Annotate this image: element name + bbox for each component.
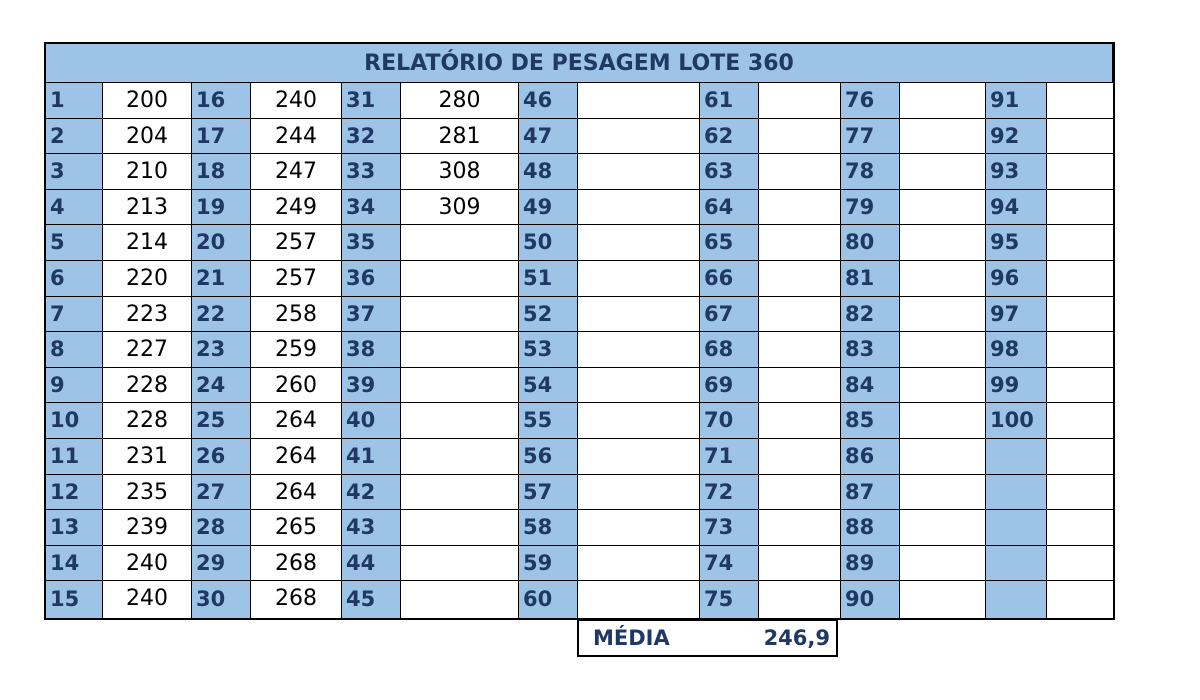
lot-number-cell: 90 — [841, 581, 900, 618]
lot-number-cell: 94 — [986, 190, 1047, 226]
lot-number-cell: 95 — [986, 225, 1047, 261]
lot-number-cell: 71 — [700, 439, 759, 475]
lot-number-cell: 9 — [46, 368, 103, 404]
lot-number-cell: 72 — [700, 475, 759, 511]
lot-number-cell: 33 — [342, 154, 401, 190]
lot-number-cell: 4 — [46, 190, 103, 226]
weight-value-cell — [578, 439, 700, 475]
weight-value-cell — [1047, 368, 1113, 404]
weight-value-cell: 249 — [251, 190, 342, 226]
weight-value-cell: 231 — [103, 439, 192, 475]
lot-number-cell: 38 — [342, 332, 401, 368]
lot-number-cell: 6 — [46, 261, 103, 297]
weight-value-cell — [1047, 546, 1113, 582]
lot-number-cell: 12 — [46, 475, 103, 511]
weight-value-cell: 235 — [103, 475, 192, 511]
weight-value-cell — [578, 332, 700, 368]
weight-value-cell — [759, 261, 841, 297]
weight-value-cell: 240 — [103, 546, 192, 582]
average-label: MÉDIA — [593, 626, 670, 650]
weight-value-cell — [759, 510, 841, 546]
lot-number-cell: 78 — [841, 154, 900, 190]
weight-value-cell — [1047, 475, 1113, 511]
lot-number-cell: 70 — [700, 403, 759, 439]
lot-number-cell: 57 — [519, 475, 578, 511]
lot-number-cell: 86 — [841, 439, 900, 475]
weight-value-cell: 259 — [251, 332, 342, 368]
lot-number-cell: 40 — [342, 403, 401, 439]
weight-value-cell: 268 — [251, 581, 342, 618]
weight-value-cell — [401, 225, 519, 261]
weight-value-cell — [900, 332, 986, 368]
lot-number-cell: 88 — [841, 510, 900, 546]
lot-number-cell: 93 — [986, 154, 1047, 190]
lot-number-cell: 32 — [342, 119, 401, 155]
weight-value-cell — [900, 190, 986, 226]
weight-value-cell: 240 — [103, 581, 192, 618]
weight-value-cell — [401, 510, 519, 546]
weight-value-cell: 280 — [401, 83, 519, 119]
weight-value-cell — [900, 439, 986, 475]
weight-value-cell — [900, 119, 986, 155]
weight-value-cell — [900, 581, 986, 618]
lot-number-cell: 77 — [841, 119, 900, 155]
weight-value-cell: 204 — [103, 119, 192, 155]
lot-number-cell: 7 — [46, 297, 103, 333]
lot-number-cell: 62 — [700, 119, 759, 155]
weight-value-cell — [1047, 225, 1113, 261]
lot-number-cell: 42 — [342, 475, 401, 511]
weight-value-cell — [578, 190, 700, 226]
lot-number-cell: 74 — [700, 546, 759, 582]
weight-value-cell: 260 — [251, 368, 342, 404]
weight-value-cell: 223 — [103, 297, 192, 333]
weight-value-cell: 244 — [251, 119, 342, 155]
lot-number-cell: 87 — [841, 475, 900, 511]
lot-number-cell: 49 — [519, 190, 578, 226]
lot-number-cell: 24 — [192, 368, 251, 404]
lot-number-cell: 15 — [46, 581, 103, 618]
lot-number-cell: 81 — [841, 261, 900, 297]
lot-number-cell: 59 — [519, 546, 578, 582]
lot-number-cell: 46 — [519, 83, 578, 119]
weight-value-cell — [578, 546, 700, 582]
weight-value-cell: 227 — [103, 332, 192, 368]
weight-value-cell: 264 — [251, 475, 342, 511]
weight-value-cell — [578, 119, 700, 155]
weight-value-cell — [401, 261, 519, 297]
weight-value-cell — [1047, 581, 1113, 618]
lot-number-cell: 8 — [46, 332, 103, 368]
weight-value-cell — [1047, 510, 1113, 546]
lot-number-cell: 35 — [342, 225, 401, 261]
lot-number-cell: 53 — [519, 332, 578, 368]
weight-value-cell — [1047, 261, 1113, 297]
average-box — [577, 620, 838, 657]
lot-number-cell: 11 — [46, 439, 103, 475]
lot-number-cell — [986, 439, 1047, 475]
weight-value-cell — [1047, 403, 1113, 439]
lot-number-cell: 63 — [700, 154, 759, 190]
lot-number-cell: 52 — [519, 297, 578, 333]
weight-value-cell — [1047, 332, 1113, 368]
weight-value-cell — [1047, 119, 1113, 155]
lot-number-cell: 65 — [700, 225, 759, 261]
weight-value-cell — [900, 83, 986, 119]
weight-value-cell — [401, 581, 519, 618]
weight-value-cell: 257 — [251, 225, 342, 261]
lot-number-cell: 19 — [192, 190, 251, 226]
weight-value-cell: 264 — [251, 439, 342, 475]
lot-number-cell: 31 — [342, 83, 401, 119]
lot-number-cell: 16 — [192, 83, 251, 119]
lot-number-cell: 1 — [46, 83, 103, 119]
weight-value-cell — [1047, 439, 1113, 475]
weight-value-cell — [578, 581, 700, 618]
weight-value-cell — [759, 403, 841, 439]
weight-value-cell: 214 — [103, 225, 192, 261]
weighing-report-table — [44, 42, 1115, 620]
lot-number-cell: 25 — [192, 403, 251, 439]
lot-number-cell: 98 — [986, 332, 1047, 368]
weight-value-cell: 309 — [401, 190, 519, 226]
lot-number-cell: 28 — [192, 510, 251, 546]
lot-number-cell: 96 — [986, 261, 1047, 297]
weight-value-cell — [759, 439, 841, 475]
weight-value-cell: 247 — [251, 154, 342, 190]
lot-number-cell: 85 — [841, 403, 900, 439]
lot-number-cell: 80 — [841, 225, 900, 261]
weight-value-cell: 239 — [103, 510, 192, 546]
lot-number-cell — [986, 581, 1047, 618]
lot-number-cell: 76 — [841, 83, 900, 119]
weight-value-cell — [401, 546, 519, 582]
lot-number-cell: 10 — [46, 403, 103, 439]
lot-number-cell — [986, 475, 1047, 511]
weight-value-cell — [759, 190, 841, 226]
lot-number-cell — [986, 546, 1047, 582]
weight-value-cell — [1047, 83, 1113, 119]
lot-number-cell: 82 — [841, 297, 900, 333]
weight-value-cell — [900, 475, 986, 511]
weight-value-cell: 228 — [103, 403, 192, 439]
weight-value-cell — [759, 368, 841, 404]
lot-number-cell: 5 — [46, 225, 103, 261]
lot-number-cell: 75 — [700, 581, 759, 618]
average-value: 246,9 — [763, 626, 830, 650]
weight-value-cell — [900, 546, 986, 582]
weight-value-cell: 264 — [251, 403, 342, 439]
lot-number-cell: 51 — [519, 261, 578, 297]
lot-number-cell: 58 — [519, 510, 578, 546]
weight-value-cell — [900, 510, 986, 546]
lot-number-cell: 55 — [519, 403, 578, 439]
weight-value-cell — [1047, 154, 1113, 190]
weight-value-cell — [900, 225, 986, 261]
lot-number-cell: 67 — [700, 297, 759, 333]
lot-number-cell: 36 — [342, 261, 401, 297]
lot-number-cell: 69 — [700, 368, 759, 404]
lot-number-cell: 26 — [192, 439, 251, 475]
lot-number-cell: 44 — [342, 546, 401, 582]
lot-number-cell: 89 — [841, 546, 900, 582]
weight-value-cell — [900, 297, 986, 333]
lot-number-cell: 64 — [700, 190, 759, 226]
weight-value-cell — [1047, 297, 1113, 333]
lot-number-cell — [986, 510, 1047, 546]
weight-value-cell — [900, 403, 986, 439]
weight-value-cell: 281 — [401, 119, 519, 155]
lot-number-cell: 54 — [519, 368, 578, 404]
weight-value-cell — [578, 225, 700, 261]
weight-value-cell — [900, 154, 986, 190]
lot-number-cell: 99 — [986, 368, 1047, 404]
lot-number-cell: 100 — [986, 403, 1047, 439]
lot-number-cell: 34 — [342, 190, 401, 226]
weight-value-cell — [578, 83, 700, 119]
weight-value-cell — [759, 475, 841, 511]
lot-number-cell: 84 — [841, 368, 900, 404]
lot-number-cell: 79 — [841, 190, 900, 226]
lot-number-cell: 47 — [519, 119, 578, 155]
weight-value-cell — [759, 581, 841, 618]
weight-value-cell — [401, 297, 519, 333]
weight-value-cell — [578, 510, 700, 546]
lot-number-cell: 60 — [519, 581, 578, 618]
lot-number-cell: 23 — [192, 332, 251, 368]
lot-number-cell: 68 — [700, 332, 759, 368]
weight-value-cell: 268 — [251, 546, 342, 582]
report-title: RELATÓRIO DE PESAGEM LOTE 360 — [46, 44, 1113, 83]
weight-value-cell — [401, 475, 519, 511]
lot-number-cell: 17 — [192, 119, 251, 155]
weight-value-cell — [578, 154, 700, 190]
lot-number-cell: 45 — [342, 581, 401, 618]
lot-number-cell: 56 — [519, 439, 578, 475]
lot-number-cell: 39 — [342, 368, 401, 404]
weight-value-cell — [401, 403, 519, 439]
weight-value-cell — [759, 297, 841, 333]
weight-value-cell: 210 — [103, 154, 192, 190]
lot-number-cell: 3 — [46, 154, 103, 190]
lot-number-cell: 66 — [700, 261, 759, 297]
lot-number-cell: 2 — [46, 119, 103, 155]
weight-value-cell — [578, 297, 700, 333]
weight-value-cell — [401, 332, 519, 368]
weight-value-cell: 200 — [103, 83, 192, 119]
weight-value-cell: 220 — [103, 261, 192, 297]
lot-number-cell: 13 — [46, 510, 103, 546]
lot-number-cell: 97 — [986, 297, 1047, 333]
weight-value-cell — [759, 119, 841, 155]
lot-number-cell: 29 — [192, 546, 251, 582]
lot-number-cell: 73 — [700, 510, 759, 546]
weight-value-cell — [578, 261, 700, 297]
lot-number-cell: 50 — [519, 225, 578, 261]
weight-value-cell — [900, 261, 986, 297]
weight-value-cell — [759, 546, 841, 582]
lot-number-cell: 21 — [192, 261, 251, 297]
lot-number-cell: 61 — [700, 83, 759, 119]
lot-number-cell: 14 — [46, 546, 103, 582]
weight-value-cell — [759, 154, 841, 190]
lot-number-cell: 43 — [342, 510, 401, 546]
weight-value-cell — [1047, 190, 1113, 226]
lot-number-cell: 37 — [342, 297, 401, 333]
weight-value-cell — [578, 403, 700, 439]
lot-number-cell: 83 — [841, 332, 900, 368]
weight-value-cell — [401, 439, 519, 475]
lot-number-cell: 48 — [519, 154, 578, 190]
lot-number-cell: 41 — [342, 439, 401, 475]
lot-number-cell: 92 — [986, 119, 1047, 155]
weight-value-cell — [759, 225, 841, 261]
lot-number-cell: 30 — [192, 581, 251, 618]
weight-value-cell — [759, 332, 841, 368]
weight-value-cell: 257 — [251, 261, 342, 297]
weight-value-cell: 265 — [251, 510, 342, 546]
weight-value-cell: 308 — [401, 154, 519, 190]
lot-number-cell: 18 — [192, 154, 251, 190]
lot-number-cell: 91 — [986, 83, 1047, 119]
weight-value-cell — [900, 368, 986, 404]
weight-value-cell: 258 — [251, 297, 342, 333]
lot-number-cell: 20 — [192, 225, 251, 261]
weight-value-cell — [401, 368, 519, 404]
weight-value-cell: 240 — [251, 83, 342, 119]
weight-value-cell — [578, 475, 700, 511]
lot-number-cell: 22 — [192, 297, 251, 333]
lot-number-cell: 27 — [192, 475, 251, 511]
weight-value-cell: 213 — [103, 190, 192, 226]
weight-value-cell — [759, 83, 841, 119]
weight-value-cell — [578, 368, 700, 404]
weight-value-cell: 228 — [103, 368, 192, 404]
